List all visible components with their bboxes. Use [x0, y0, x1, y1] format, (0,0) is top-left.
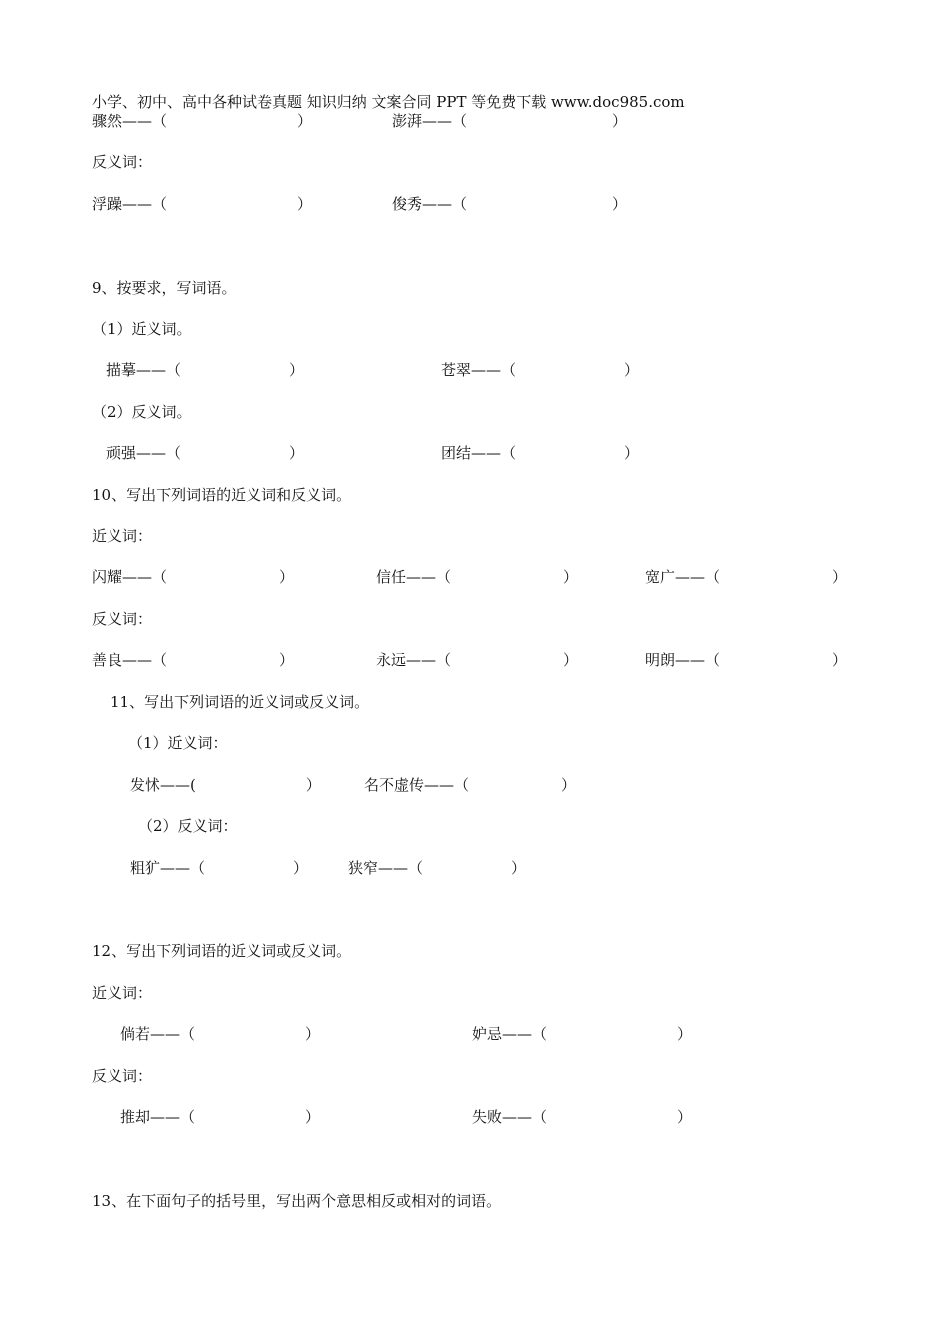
word-item — [130, 858, 308, 878]
word-item — [441, 443, 639, 463]
word-item — [120, 1024, 320, 1044]
question-title: 13、在下面句子的括号里，写出两个意思相反或相对的词语。 — [92, 1192, 502, 1210]
word-prompt: 推却——（ — [120, 1108, 196, 1126]
close-paren: ） — [624, 444, 640, 462]
close-paren: ） — [289, 444, 305, 462]
close-paren: ） — [563, 568, 579, 586]
word-item — [92, 650, 294, 670]
word-prompt: 名不虚传——（ — [364, 776, 470, 794]
word-prompt: 粗犷——（ — [130, 859, 206, 877]
close-paren: ） — [561, 776, 577, 794]
close-paren: ） — [832, 651, 848, 669]
word-item — [376, 567, 578, 587]
sub-heading: （2）反义词。 — [92, 403, 192, 421]
word-prompt: 团结——（ — [441, 444, 517, 462]
page-header: 小学、初中、高中各种试卷真题 知识归纳 文案合同 PPT 等免费下载 www.doc985.com — [92, 93, 685, 111]
antonym-label: 反义词： — [92, 610, 153, 628]
close-paren: ） — [305, 1108, 321, 1126]
word-prompt: 宽广——（ — [645, 568, 721, 586]
word-prompt: 善良——（ — [92, 651, 168, 669]
word-prompt: 失败——（ — [472, 1108, 548, 1126]
word-item — [92, 111, 312, 131]
word-item — [376, 650, 578, 670]
word-prompt: 澎湃——（ — [392, 112, 468, 130]
close-paren: ） — [297, 112, 313, 130]
word-item — [364, 775, 576, 795]
question-title: 11、写出下列词语的近义词或反义词。 — [110, 693, 370, 711]
word-prompt: 妒忌——（ — [472, 1025, 548, 1043]
word-prompt: 倘若——（ — [120, 1025, 196, 1043]
word-item — [645, 650, 847, 670]
word-item — [392, 194, 627, 214]
close-paren: ） — [624, 361, 640, 379]
word-prompt: 描摹——（ — [106, 361, 182, 379]
question-title: 9、按要求，写词语。 — [92, 279, 237, 297]
close-paren: ） — [832, 568, 848, 586]
word-item — [106, 443, 304, 463]
close-paren: ） — [612, 195, 628, 213]
word-prompt: 俊秀——（ — [392, 195, 468, 213]
word-item — [392, 111, 627, 131]
close-paren: ） — [305, 776, 321, 794]
word-item — [106, 360, 304, 380]
word-item — [130, 775, 321, 795]
sub-heading: （1）近义词： — [128, 734, 228, 752]
word-item — [441, 360, 639, 380]
word-item — [120, 1107, 320, 1127]
synonym-label: 近义词： — [92, 984, 153, 1002]
synonym-label: 近义词： — [92, 527, 153, 545]
word-prompt: 顽强——（ — [106, 444, 182, 462]
word-item — [348, 858, 526, 878]
word-item — [645, 567, 847, 587]
word-prompt: 发怵——( — [130, 776, 196, 794]
sub-heading: （2）反义词： — [138, 817, 238, 835]
close-paren: ） — [677, 1108, 693, 1126]
word-prompt: 永远——（ — [376, 651, 452, 669]
antonym-label: 反义词： — [92, 153, 153, 171]
close-paren: ） — [279, 568, 295, 586]
close-paren: ） — [563, 651, 579, 669]
word-prompt: 苍翠——（ — [441, 361, 517, 379]
question-title: 10、写出下列词语的近义词和反义词。 — [92, 486, 352, 504]
close-paren: ） — [289, 361, 305, 379]
word-item — [472, 1107, 692, 1127]
close-paren: ） — [612, 112, 628, 130]
word-prompt: 闪耀——（ — [92, 568, 168, 586]
word-prompt: 明朗——（ — [645, 651, 721, 669]
close-paren: ） — [293, 859, 309, 877]
close-paren: ） — [677, 1025, 693, 1043]
sub-heading: （1）近义词。 — [92, 320, 192, 338]
word-item — [92, 567, 294, 587]
antonym-label: 反义词： — [92, 1067, 153, 1085]
question-title: 12、写出下列词语的近义词或反义词。 — [92, 942, 352, 960]
close-paren: ） — [279, 651, 295, 669]
word-prompt: 狭窄——（ — [348, 859, 424, 877]
word-item — [92, 194, 312, 214]
word-item — [472, 1024, 692, 1044]
word-prompt: 浮躁——（ — [92, 195, 168, 213]
close-paren: ） — [511, 859, 527, 877]
close-paren: ） — [305, 1025, 321, 1043]
word-prompt: 骤然——（ — [92, 112, 168, 130]
close-paren: ） — [297, 195, 313, 213]
word-prompt: 信任——（ — [376, 568, 452, 586]
